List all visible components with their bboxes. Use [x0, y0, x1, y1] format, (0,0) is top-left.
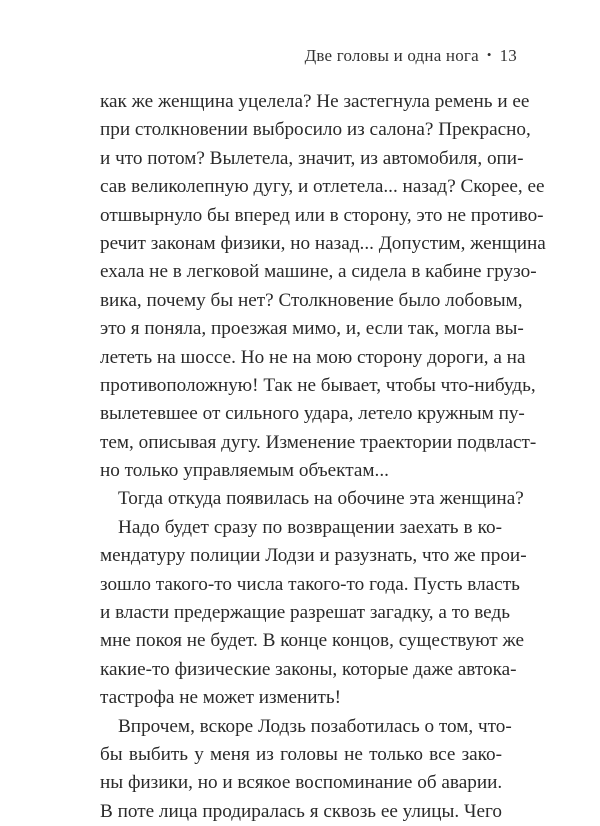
text-line: мендатуру полиции Лодзи и разузнать, что же прои-: [100, 545, 527, 567]
text-line: какие-то физические законы, которые даже автока-: [100, 658, 517, 680]
body-text: [100, 88, 546, 826]
text-line: противоположную! Так не бывает, чтобы что-нибудь,: [100, 374, 536, 396]
text-line: при столкновении выбросило из салона? Прекрасно,: [100, 119, 531, 141]
text-line: сав великолепную дугу, и отлетела... назад? Скорее, ее: [100, 176, 545, 198]
text-line: Впрочем, вскоре Лодзь позаботилась о том, что-: [118, 715, 512, 737]
header-separator: •: [486, 47, 492, 62]
chapter-title: Две головы и одна нога: [304, 46, 479, 65]
text-line: отшвырнуло бы вперед или в сторону, это не противо-: [100, 204, 544, 226]
text-line: зошло такого-то числа такого-то года. Пусть власть: [100, 573, 520, 595]
text-line: вылетевшее от сильного удара, летело кружным пу-: [100, 403, 525, 425]
text-line: и что потом? Вылетела, значит, из автомобиля, опи-: [100, 147, 524, 169]
text-line: лететь на шоссе. Но не на мою сторону дороги, а на: [100, 346, 526, 368]
text-line: и власти предержащие разрешат загадку, а то ведь: [100, 602, 510, 624]
text-line: как же женщина уцелела? Не застегнула ремень и ее: [100, 91, 530, 112]
text-line: В поте лица продиралась я сквозь ее улицы. Чего: [100, 800, 502, 822]
text-line: мне покоя не будет. В конце концов, существуют же: [100, 630, 525, 652]
text-line: Тогда откуда появилась на обочине эта женщина?: [118, 488, 524, 510]
text-line: бы выбить у меня из головы не только все зако-: [100, 743, 502, 765]
text-line: тастрофа не может изменить!: [100, 687, 342, 709]
text-line: тем, описывая дугу. Изменение траектории подвласт-: [100, 431, 537, 453]
text-line: ны физики, но и всякое воспоминание об аварии.: [100, 772, 503, 794]
text-line: вика, почему бы нет? Столкновение было лобовым,: [100, 289, 523, 311]
page-number: 13: [499, 46, 517, 65]
text-line: речит законам физики, но назад... Допустим, женщина: [100, 232, 546, 254]
text-line: ехала не в легковой машине, а сидела в кабине грузо-: [100, 261, 537, 283]
text-line: Надо будет сразу по возвращении заехать в ко-: [118, 516, 502, 538]
running-header: [305, 46, 517, 66]
text-line: это я поняла, проезжая мимо, и, если так, могла вы-: [100, 318, 524, 340]
text-line: но только управляемым объектам...: [100, 460, 389, 482]
